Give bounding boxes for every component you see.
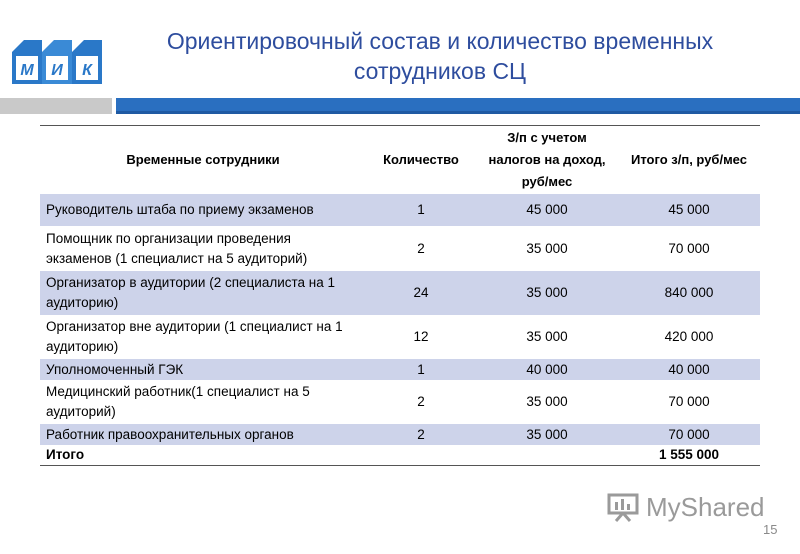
header-count: Количество bbox=[366, 126, 476, 195]
row-name: Организатор вне аудитории (1 специалист на 1 аудиторию) bbox=[40, 315, 366, 359]
row-total: 840 000 bbox=[618, 271, 760, 315]
header-rule-gray bbox=[0, 98, 112, 114]
table-row bbox=[40, 315, 760, 359]
row-total: 70 000 bbox=[618, 226, 760, 271]
row-salary: 35 000 bbox=[476, 380, 618, 424]
row-name: Медицинский работник(1 специалист на 5 аудиторий) bbox=[40, 380, 366, 424]
row-name: Руководитель штаба по приему экзаменов bbox=[40, 194, 366, 226]
header-salary: З/п с учетом налогов на доход, руб/мес bbox=[476, 126, 618, 195]
row-salary: 45 000 bbox=[476, 194, 618, 226]
row-name: Уполномоченный ГЭК bbox=[40, 359, 366, 380]
row-name: Помощник по организации проведения экзаменов (1 специалист на 5 аудиторий) bbox=[40, 226, 366, 271]
total-value: 1 555 000 bbox=[618, 445, 760, 466]
row-total: 40 000 bbox=[618, 359, 760, 380]
table-row bbox=[40, 424, 760, 445]
row-name: Организатор в аудитории (2 специалиста на 1 аудиторию) bbox=[40, 271, 366, 315]
row-salary: 35 000 bbox=[476, 271, 618, 315]
slide-title-line1: Ориентировочный состав и количество временных bbox=[166, 28, 714, 54]
row-count: 2 bbox=[366, 424, 476, 445]
row-salary: 35 000 bbox=[476, 424, 618, 445]
slide-title bbox=[120, 26, 760, 86]
slide-title-line2: сотрудников СЦ bbox=[353, 58, 527, 84]
header-rule-blue bbox=[116, 98, 800, 114]
row-count: 12 bbox=[366, 315, 476, 359]
row-name: Работник правоохранительных органов bbox=[40, 424, 366, 445]
row-total: 45 000 bbox=[618, 194, 760, 226]
header-total: Итого з/п, руб/мес bbox=[618, 126, 760, 195]
row-salary: 35 000 bbox=[476, 226, 618, 271]
table-row bbox=[40, 194, 760, 226]
table-row bbox=[40, 271, 760, 315]
logo-letter-k: К bbox=[82, 62, 92, 79]
table-total-row bbox=[40, 445, 760, 466]
row-total: 420 000 bbox=[618, 315, 760, 359]
total-salary-empty bbox=[476, 445, 618, 466]
total-count-empty bbox=[366, 445, 476, 466]
mik-logo bbox=[8, 34, 104, 94]
row-salary: 40 000 bbox=[476, 359, 618, 380]
row-salary: 35 000 bbox=[476, 315, 618, 359]
row-count: 1 bbox=[366, 359, 476, 380]
presentation-board-icon bbox=[606, 492, 640, 522]
staff-table bbox=[40, 125, 760, 466]
row-total: 70 000 bbox=[618, 424, 760, 445]
row-count: 2 bbox=[366, 226, 476, 271]
row-total: 70 000 bbox=[618, 380, 760, 424]
table-row bbox=[40, 359, 760, 380]
table-header-row bbox=[40, 126, 760, 195]
page-number: 15 bbox=[763, 522, 778, 537]
row-count: 2 bbox=[366, 380, 476, 424]
watermark-text: MyShared bbox=[646, 491, 765, 522]
table-row bbox=[40, 380, 760, 424]
total-label: Итого bbox=[40, 445, 366, 466]
table-row bbox=[40, 226, 760, 271]
logo-letter-m: М bbox=[20, 62, 34, 79]
row-count: 1 bbox=[366, 194, 476, 226]
logo-letter-i: И bbox=[51, 62, 63, 79]
header-staff: Временные сотрудники bbox=[40, 126, 366, 195]
row-count: 24 bbox=[366, 271, 476, 315]
myshared-watermark bbox=[606, 490, 765, 524]
